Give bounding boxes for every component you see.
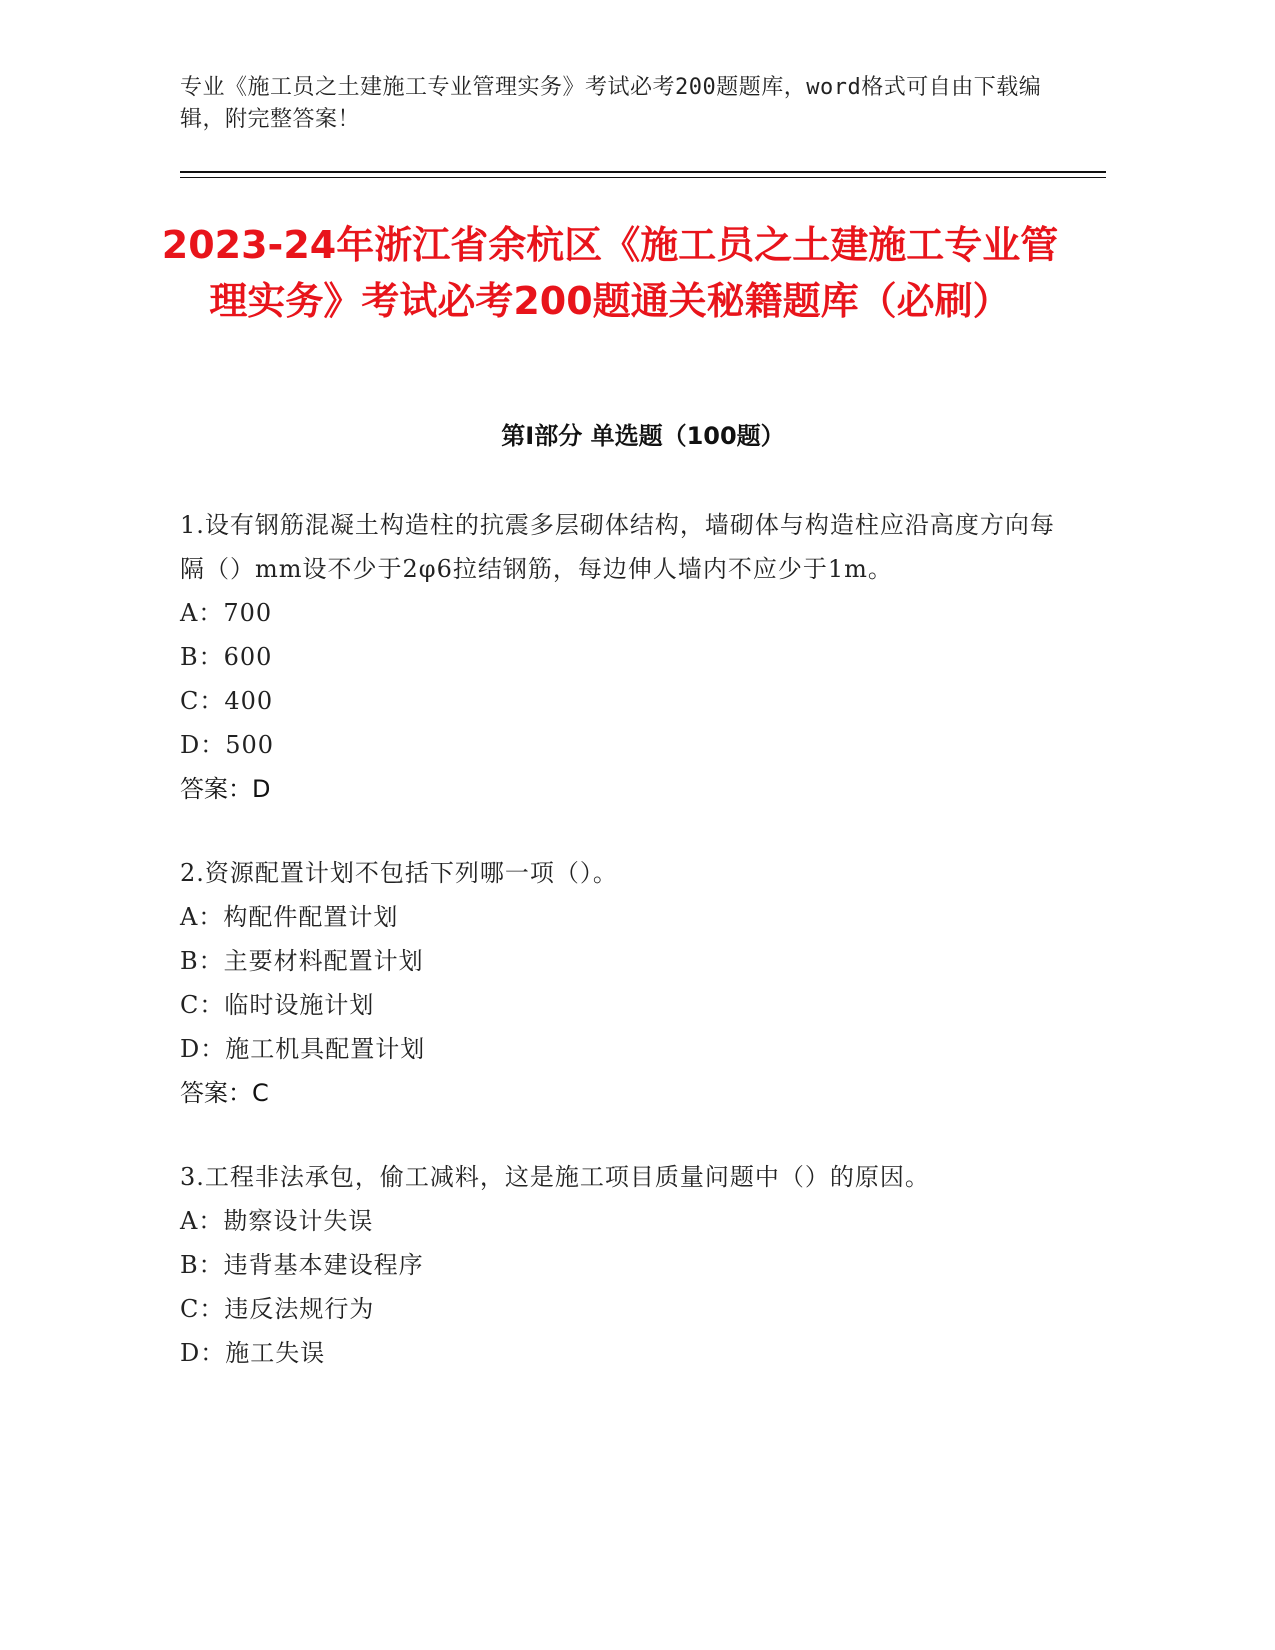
header-divider-thick	[180, 171, 1106, 173]
option-c: C：400	[180, 687, 274, 715]
question-list	[180, 503, 1060, 1415]
option-d: D：施工失误	[180, 1339, 326, 1367]
option-d: D：500	[180, 731, 275, 759]
option-b: B：主要材料配置计划	[180, 947, 424, 975]
option-d: D：施工机具配置计划	[180, 1035, 426, 1063]
question-item	[180, 851, 1060, 1115]
question-stem: 3.工程非法承包，偷工减料，这是施工项目质量问题中（）的原因。	[180, 1163, 930, 1191]
question-stem: 1.设有钢筋混凝土构造柱的抗震多层砌体结构，墙砌体与构造柱应沿高度方向每隔（）mm设不少于2φ6拉结钢筋，每边伸人墙内不应少于1m。	[180, 511, 1055, 583]
question-item	[180, 503, 1060, 811]
option-b: B：600	[180, 643, 273, 671]
question-item	[180, 1155, 1060, 1375]
option-c: C：临时设施计划	[180, 991, 375, 1019]
section-heading: 第Ⅰ部分 单选题（100题）	[501, 422, 785, 450]
header-divider-thin	[180, 177, 1106, 178]
answer-line: 答案：D	[180, 775, 271, 803]
question-stem: 2.资源配置计划不包括下列哪一项（）。	[180, 859, 618, 887]
answer-line: 答案：C	[180, 1079, 269, 1107]
option-a: A：构配件配置计划	[180, 903, 399, 931]
option-b: B：违背基本建设程序	[180, 1251, 424, 1279]
document-title: 2023-24年浙江省余杭区《施工员之土建施工专业管理实务》考试必考200题通关秘籍题库（必刷）	[161, 223, 1059, 323]
header-note: 专业《施工员之土建施工专业管理实务》考试必考200题题库，word格式可自由下载编辑，附完整答案！	[180, 75, 1042, 132]
option-a: A：700	[180, 599, 273, 627]
option-a: A：勘察设计失误	[180, 1207, 374, 1235]
option-c: C：违反法规行为	[180, 1295, 375, 1323]
